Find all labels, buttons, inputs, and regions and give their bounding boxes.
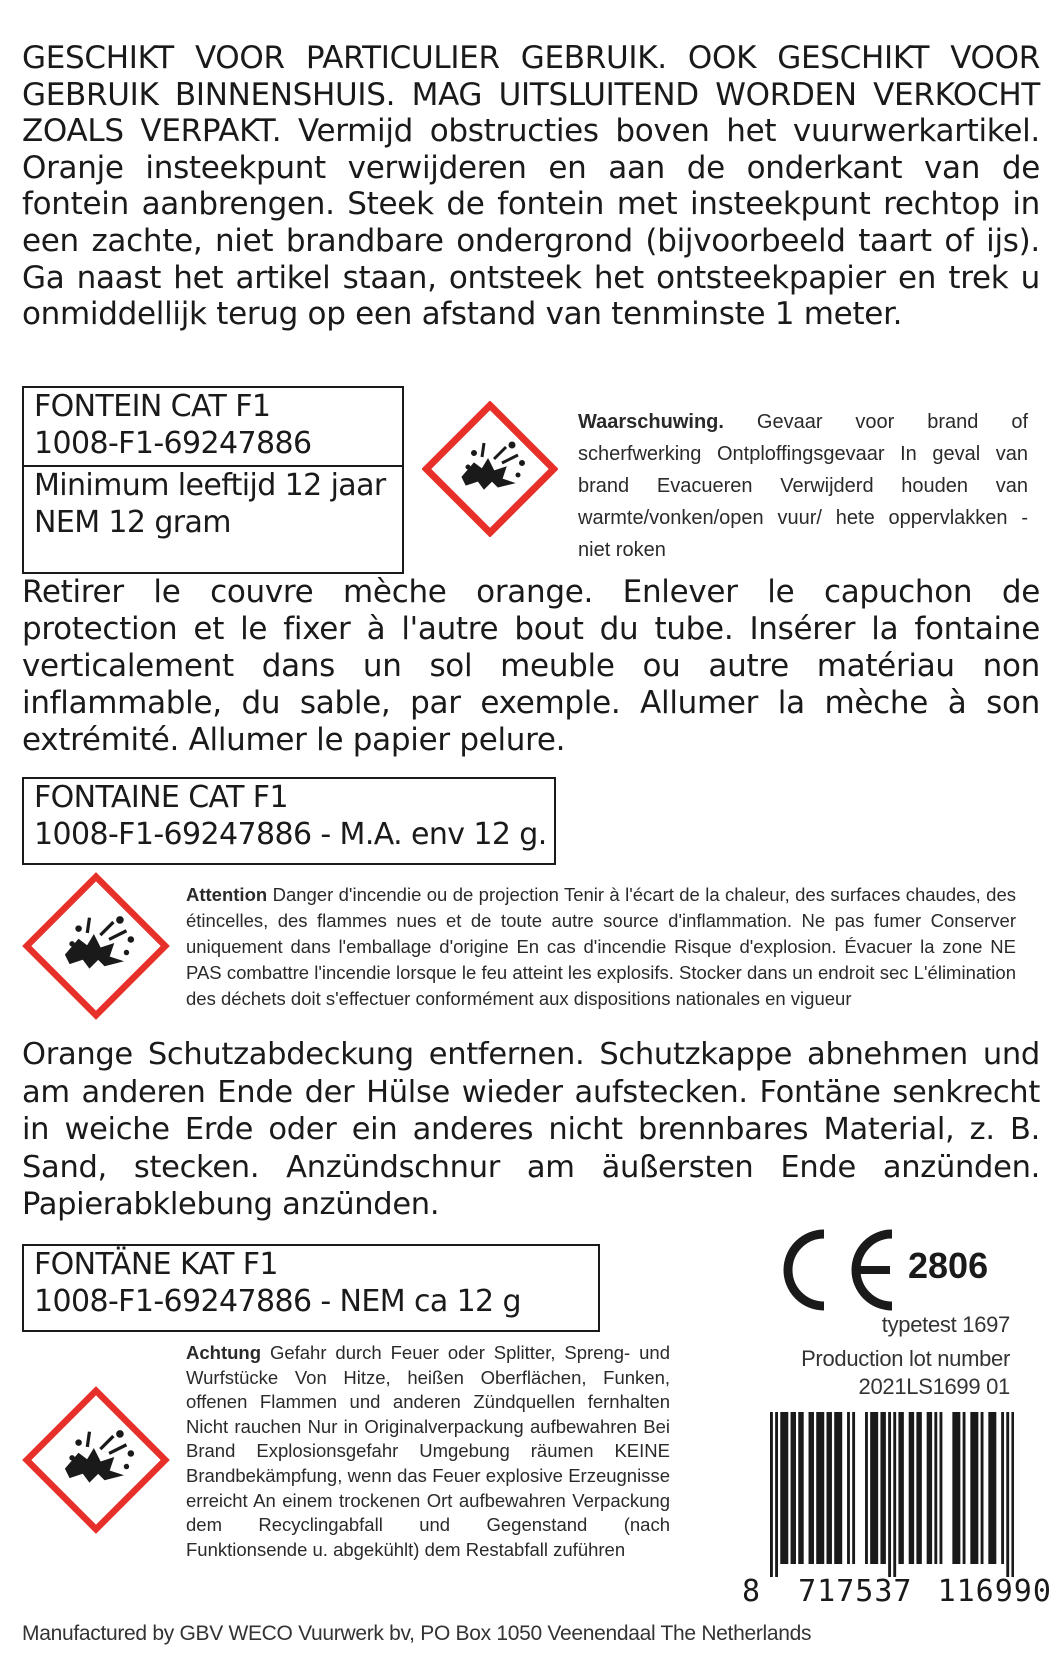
barcode-bar <box>952 1412 955 1564</box>
barcode-bar <box>1006 1412 1009 1577</box>
barcode-bar <box>970 1412 973 1564</box>
barcode-bar <box>875 1412 878 1564</box>
barcode-bar <box>791 1412 794 1564</box>
barcode-bar <box>898 1412 901 1564</box>
barcode-bar <box>837 1412 840 1564</box>
french-category: FONTAINE CAT F1 <box>34 780 288 815</box>
dutch-warning <box>578 406 1028 566</box>
explosive-hazard-icon <box>22 872 170 1020</box>
barcode-bar <box>911 1412 914 1564</box>
german-warning <box>186 1341 670 1562</box>
barcode-bar <box>819 1412 822 1564</box>
barcode-bar <box>916 1412 919 1564</box>
barcode-digits <box>742 1574 1052 1609</box>
dutch-instructions: GESCHIKT VOOR PARTICULIER GEBRUIK. OOK GESCHIKT VOOR GEBRUIK BINNENSHUIS. MAG UITSLUITEND WORDEN VERKOCHT ZOALS VERPAKT. Vermijd obstructies boven het vuurwerkartikel. Oranje insteekpunt verwijderen en aan de onderkant van de fontein aanbrengen. Steek de fontein met insteekpunt rechtop in een zachte, niet brandbare ondergrond (bijvoorbeeld taart of ijs). Ga naast het artikel staan, ontsteek het ontsteekpapier en trek u onmiddellijk terug op een afstand van tenminste 1 meter. <box>22 40 1040 333</box>
barcode-bar <box>1011 1412 1014 1577</box>
barcode-bar <box>775 1412 778 1577</box>
dutch-net-explosive-mass: NEM 12 gram <box>34 505 231 540</box>
notified-body-number: 2806 <box>908 1245 989 1286</box>
production-lot-number: 2021LS1699 01 <box>858 1374 1010 1399</box>
dutch-registration-number: 1008-F1-69247886 <box>34 426 312 461</box>
barcode-left-digits: 717537 <box>798 1574 913 1609</box>
barcode-bar <box>852 1412 855 1564</box>
barcode-bar <box>883 1412 886 1564</box>
barcode-bar <box>888 1412 891 1577</box>
barcode-bar <box>829 1412 832 1564</box>
production-lot-label: Production lot number <box>801 1346 1010 1371</box>
dutch-warning-text: Gevaar voor brand of scherfwerking Ontploffingsgevaar In geval van brand Evacueren Verwijderd houden van warmte/vonken/open vuur/ hete oppervlakken - niet roken <box>578 411 1028 561</box>
barcode-bar <box>1001 1412 1004 1564</box>
barcode-bar <box>798 1412 801 1564</box>
barcode-bar <box>816 1412 819 1564</box>
german-category: FONTÄNE KAT F1 <box>34 1247 278 1282</box>
explosive-hazard-icon <box>422 401 558 537</box>
barcode-bar <box>870 1412 873 1564</box>
french-instructions: Retirer le couvre mèche orange. Enlever le capuchon de protection et le fixer à l'autre bout du tube. Insérer la fontaine verticalement dans un sol meuble ou autre matériau non inflammable, du sable, par exemple. Allumer la mèche à son extrémité. Allumer le papier pelure. <box>22 574 1040 758</box>
barcode-bar <box>801 1412 804 1564</box>
barcode-bar <box>847 1412 850 1564</box>
german-product-box <box>22 1244 600 1332</box>
dutch-product-box <box>22 386 404 574</box>
barcode-bar <box>991 1412 994 1564</box>
dutch-minimum-age: Minimum leeftijd 12 jaar <box>34 468 386 503</box>
barcode-bar <box>834 1412 837 1564</box>
barcode-bar <box>909 1412 912 1564</box>
german-warning-title: Achtung <box>186 1342 262 1363</box>
barcode-bar <box>981 1412 984 1564</box>
barcode-bar <box>973 1412 976 1564</box>
explosive-hazard-icon <box>22 1386 170 1534</box>
barcode-bar <box>793 1412 796 1564</box>
barcode-bar <box>880 1412 883 1564</box>
barcode-bar <box>821 1412 824 1564</box>
typetest-label: typetest 1697 <box>881 1312 1010 1337</box>
dutch-warning-title: Waarschuwing. <box>578 411 724 433</box>
ean-barcode <box>770 1412 1014 1582</box>
barcode-bar <box>975 1412 978 1564</box>
ce-mark-logo <box>770 1228 900 1317</box>
barcode-bar <box>811 1412 814 1564</box>
barcode-bar <box>770 1412 773 1577</box>
barcode-bar <box>901 1412 904 1564</box>
manufacturer-footer: Manufactured by GBV WECO Vuurwerk bv, PO Box 1050 Veenendaal The Netherlands <box>22 1622 812 1645</box>
barcode-bar <box>865 1412 868 1564</box>
french-warning <box>186 882 1016 1012</box>
barcode-bar <box>783 1412 786 1564</box>
french-warning-title: Attention <box>186 884 268 905</box>
barcode-bar <box>893 1412 896 1577</box>
barcode-bar <box>929 1412 932 1564</box>
barcode-bar <box>809 1412 812 1564</box>
barcode-bar <box>940 1412 943 1564</box>
barcode-bar <box>873 1412 876 1564</box>
barcode-right-digits: 116990 <box>937 1574 1052 1609</box>
german-registration-number: 1008-F1-69247886 - NEM ca 12 g <box>34 1284 521 1319</box>
dutch-category: FONTEIN CAT F1 <box>34 389 271 424</box>
barcode-bar <box>993 1412 996 1564</box>
barcode-bar <box>839 1412 842 1564</box>
barcode-bar <box>957 1412 960 1564</box>
barcode-bar <box>919 1412 922 1564</box>
barcode-bar <box>963 1412 966 1564</box>
barcode-bar <box>780 1412 783 1564</box>
barcode-bar <box>785 1412 788 1564</box>
barcode-bar <box>934 1412 937 1564</box>
barcode-bar <box>955 1412 958 1564</box>
french-product-box <box>22 777 556 865</box>
german-instructions: Orange Schutzabdeckung entfernen. Schutzkappe abnehmen und am anderen Ende der Hülse wieder aufstecken. Fontäne senkrecht in weiche Erde oder ein anderes nicht brennbares Material, z. B. Sand, stecken. Anzündschnur am äußersten Ende anzünden. Papierabklebung anzünden. <box>22 1037 1040 1222</box>
barcode-bar <box>927 1412 930 1564</box>
french-registration-number: 1008-F1-69247886 - M.A. env 12 g. <box>34 817 547 852</box>
barcode-bar <box>988 1412 991 1564</box>
french-warning-text: Danger d'incendie ou de projection Tenir à l'écart de la chaleur, des surfaces chaudes, des étincelles, des flammes nues et de toute autre source d'inflammation. Ne pas fumer Conserver uniquement dans l'emballage d'origine En cas d'incendie Risque d'explosion. Évacuer la zone NE PAS combattre l'incendie lorsque le feu atteint les explosifs. Stocker dans un endroit sec L'élimination des déchets doit s'effectuer conformément aux dispositions nationales en vigueur <box>186 884 1016 1009</box>
barcode-bar <box>827 1412 830 1564</box>
barcode-first-digit: 8 <box>742 1574 762 1609</box>
german-warning-text: Gefahr durch Feuer oder Splitter, Spreng- und Wurfstücke Von Hitze, heißen Oberflächen, Funken, offenen Flammen und anderen Zündquellen fernhalten Nicht rauchen Nur in Originalverpackung aufbewahren Bei Brand Explosionsgefahr Umgebung räumen KEINE Brandbekämpfung, wenn das Feuer explosive Erzeugnisse erreicht An einem trockenen Ort aufbewahren Verpackung dem Recyclingabfall und Gegenstand (nach Funktionsende u. abgekühlt) dem Restabfall zuführen <box>186 1342 670 1560</box>
